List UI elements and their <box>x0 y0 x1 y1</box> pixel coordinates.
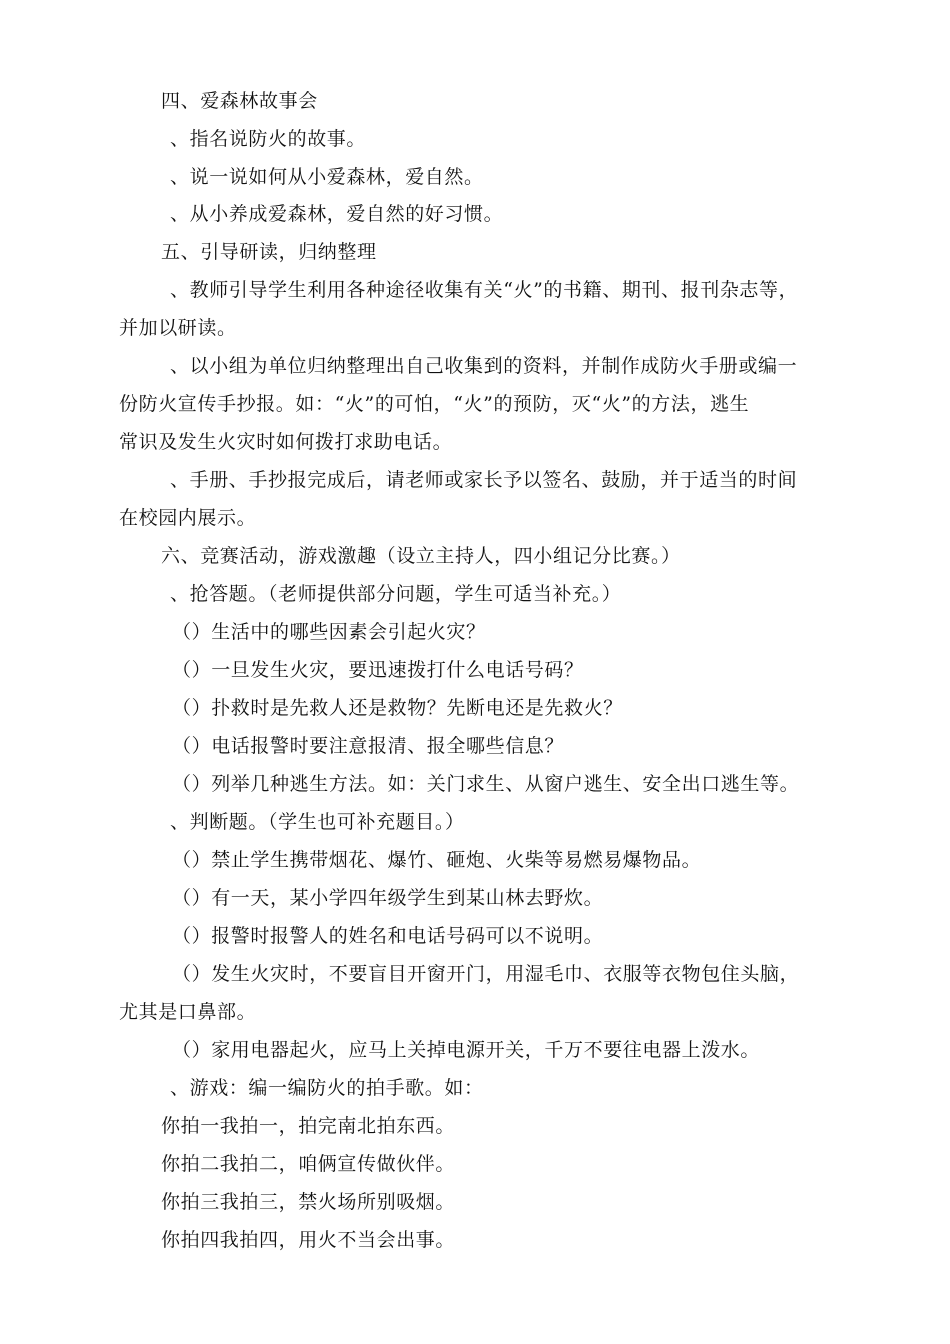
paragraph-line: 、教师引导学生利用各种途径收集有关“火”的书籍、期刊、报刊杂志等， <box>170 279 799 301</box>
question-item: （）报警时报警人的姓名和电话号码可以不说明。 <box>172 925 604 947</box>
paragraph-line: 、以小组为单位归纳整理出自己收集到的资料，并制作成防火手册或编一 <box>170 355 798 377</box>
section-heading-4: 四、爱森林故事会 <box>161 90 318 112</box>
question-item: （）家用电器起火，应马上关掉电源开关，千万不要往电器上泼水。 <box>172 1039 761 1061</box>
list-item: 、说一说如何从小爱森林，爱自然。 <box>170 166 484 188</box>
question-item: （）电话报警时要注意报清、报全哪些信息？ <box>172 735 565 757</box>
list-item: 、判断题。（学生也可补充题目。） <box>170 811 465 833</box>
list-item: 、指名说防火的故事。 <box>170 128 367 150</box>
rhyme-line: 你拍三我拍三，禁火场所别吸烟。 <box>161 1191 456 1213</box>
paragraph-line: 、手册、手抄报完成后，请老师或家长予以签名、鼓励，并于适当的时间 <box>170 469 798 491</box>
rhyme-line: 你拍一我拍一，拍完南北拍东西。 <box>161 1115 456 1137</box>
question-item: （）发生火灾时，不要盲目开窗开门，用湿毛巾、衣服等衣物包住头脑， <box>172 963 800 985</box>
list-item: 、抢答题。（老师提供部分问题，学生可适当补充。） <box>170 583 622 605</box>
rhyme-line: 你拍二我拍二，咱俩宣传做伙伴。 <box>161 1153 456 1175</box>
list-item: 、游戏：编一编防火的拍手歌。如： <box>170 1077 484 1099</box>
question-item: （）有一天，某小学四年级学生到某山林去野炊。 <box>172 887 604 909</box>
paragraph-line: 份防火宣传手抄报。如：“火”的可怕，“火”的预防，灭“火”的方法，逃生 <box>119 393 750 415</box>
section-heading-6: 六、竞赛活动，游戏激趣（设立主持人，四小组记分比赛。） <box>161 545 681 567</box>
rhyme-line: 你拍四我拍四，用火不当会出事。 <box>161 1229 456 1251</box>
paragraph-line: 并加以研读。 <box>119 317 237 339</box>
question-item-continued: 尤其是口鼻部。 <box>119 1001 257 1023</box>
paragraph-line: 常识及发生火灾时如何拨打求助电话。 <box>119 431 453 453</box>
question-item: （）生活中的哪些因素会引起火灾？ <box>172 621 486 643</box>
question-item: （）禁止学生携带烟花、爆竹、砸炮、火柴等易燃易爆物品。 <box>172 849 702 871</box>
question-item: （）列举几种逃生方法。如：关门求生、从窗户逃生、安全出口逃生等。 <box>172 773 800 795</box>
section-heading-5: 五、引导研读，归纳整理 <box>161 241 377 263</box>
question-item: （）扑救时是先救人还是救物？先断电还是先救火？ <box>172 697 623 719</box>
question-item: （）一旦发生火灾，要迅速拨打什么电话号码？ <box>172 659 584 681</box>
list-item: 、从小养成爱森林，爱自然的好习惯。 <box>170 203 504 225</box>
paragraph-line: 在校园内展示。 <box>119 507 257 529</box>
